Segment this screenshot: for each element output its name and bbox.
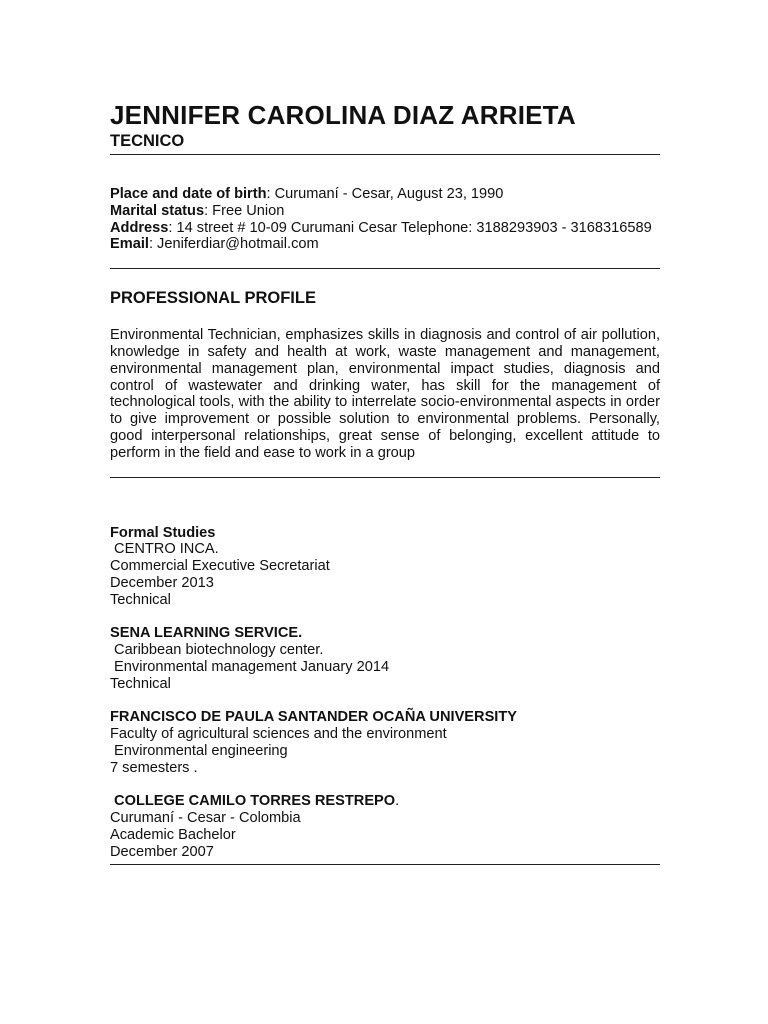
study-line: December 2007 — [110, 843, 214, 860]
profile-heading: PROFESSIONAL PROFILE — [110, 289, 316, 308]
divider-profile — [110, 477, 660, 478]
address-value: : 14 street # 10-09 Curumani Cesar Telephone: 3188293903 - 3168316589 — [168, 219, 652, 236]
study-line: Curumaní - Cesar - Colombia — [110, 810, 301, 827]
personal-info — [110, 186, 660, 253]
study-line: Technical — [110, 591, 171, 608]
study-institution-row — [110, 793, 660, 810]
marital-value: : Free Union — [204, 202, 285, 219]
formal-studies — [110, 525, 660, 861]
marital-row — [110, 203, 660, 220]
study-institution: SENA LEARNING SERVICE. — [110, 625, 303, 642]
study-line: Environmental engineering — [110, 742, 288, 759]
study-line: Commercial Executive Secretariat — [110, 558, 330, 575]
candidate-title: TECNICO — [110, 132, 185, 150]
study-line: Academic Bachelor — [110, 826, 236, 843]
study-institution: FRANCISCO DE PAULA SANTANDER OCAÑA UNIVERSITY — [110, 709, 518, 726]
study-entry — [110, 793, 660, 860]
email-label: Email — [110, 236, 149, 253]
marital-label: Marital status — [110, 202, 205, 219]
email-value: : Jeniferdiar@hotmail.com — [148, 236, 319, 253]
study-entry — [110, 625, 660, 692]
study-entry — [110, 709, 660, 776]
address-label: Address — [110, 219, 169, 236]
birth-value: : Curumaní - Cesar, August 23, 1990 — [266, 186, 504, 202]
divider-header — [110, 154, 660, 155]
study-line: Faculty of agricultural sciences and the environment — [110, 726, 447, 743]
study-line: CENTRO INCA. — [110, 541, 219, 558]
address-row — [110, 220, 660, 237]
study-line: December 2013 — [110, 574, 214, 591]
study-institution: COLLEGE CAMILO TORRES RESTREPO — [110, 793, 396, 810]
study-line: Caribbean biotechnology center. — [110, 642, 324, 659]
study-entry — [110, 541, 660, 608]
study-line: 7 semesters . — [110, 759, 198, 776]
resume-page — [110, 100, 660, 865]
study-institution-suffix: . — [395, 793, 400, 810]
profile-text: Environmental Technician, emphasizes skills in diagnosis and control of air pollution, knowledge in safety and health at work, waste management and management, environmental management plan, environmental impact studies, diagnosis and control of wastewater and drinking water, has skill for the management of technological tools, with the ability to interrelate socio-environmental aspects in order to give improvement or possible solution to environmental problems. Personally, good interpersonal relationships, great sense of belonging, excellent attitude to perform in the field and ease to work in a group — [110, 327, 660, 461]
candidate-name: JENNIFER CAROLINA DIAZ ARRIETA — [110, 100, 576, 130]
birth-row — [110, 186, 660, 203]
birth-label: Place and date of birth — [110, 186, 267, 202]
email-row — [110, 236, 660, 253]
divider-studies — [110, 864, 660, 865]
divider-info — [110, 268, 660, 269]
study-line: Environmental management January 2014 — [110, 658, 390, 675]
study-line: Technical — [110, 675, 171, 692]
studies-heading: Formal Studies — [110, 524, 216, 541]
